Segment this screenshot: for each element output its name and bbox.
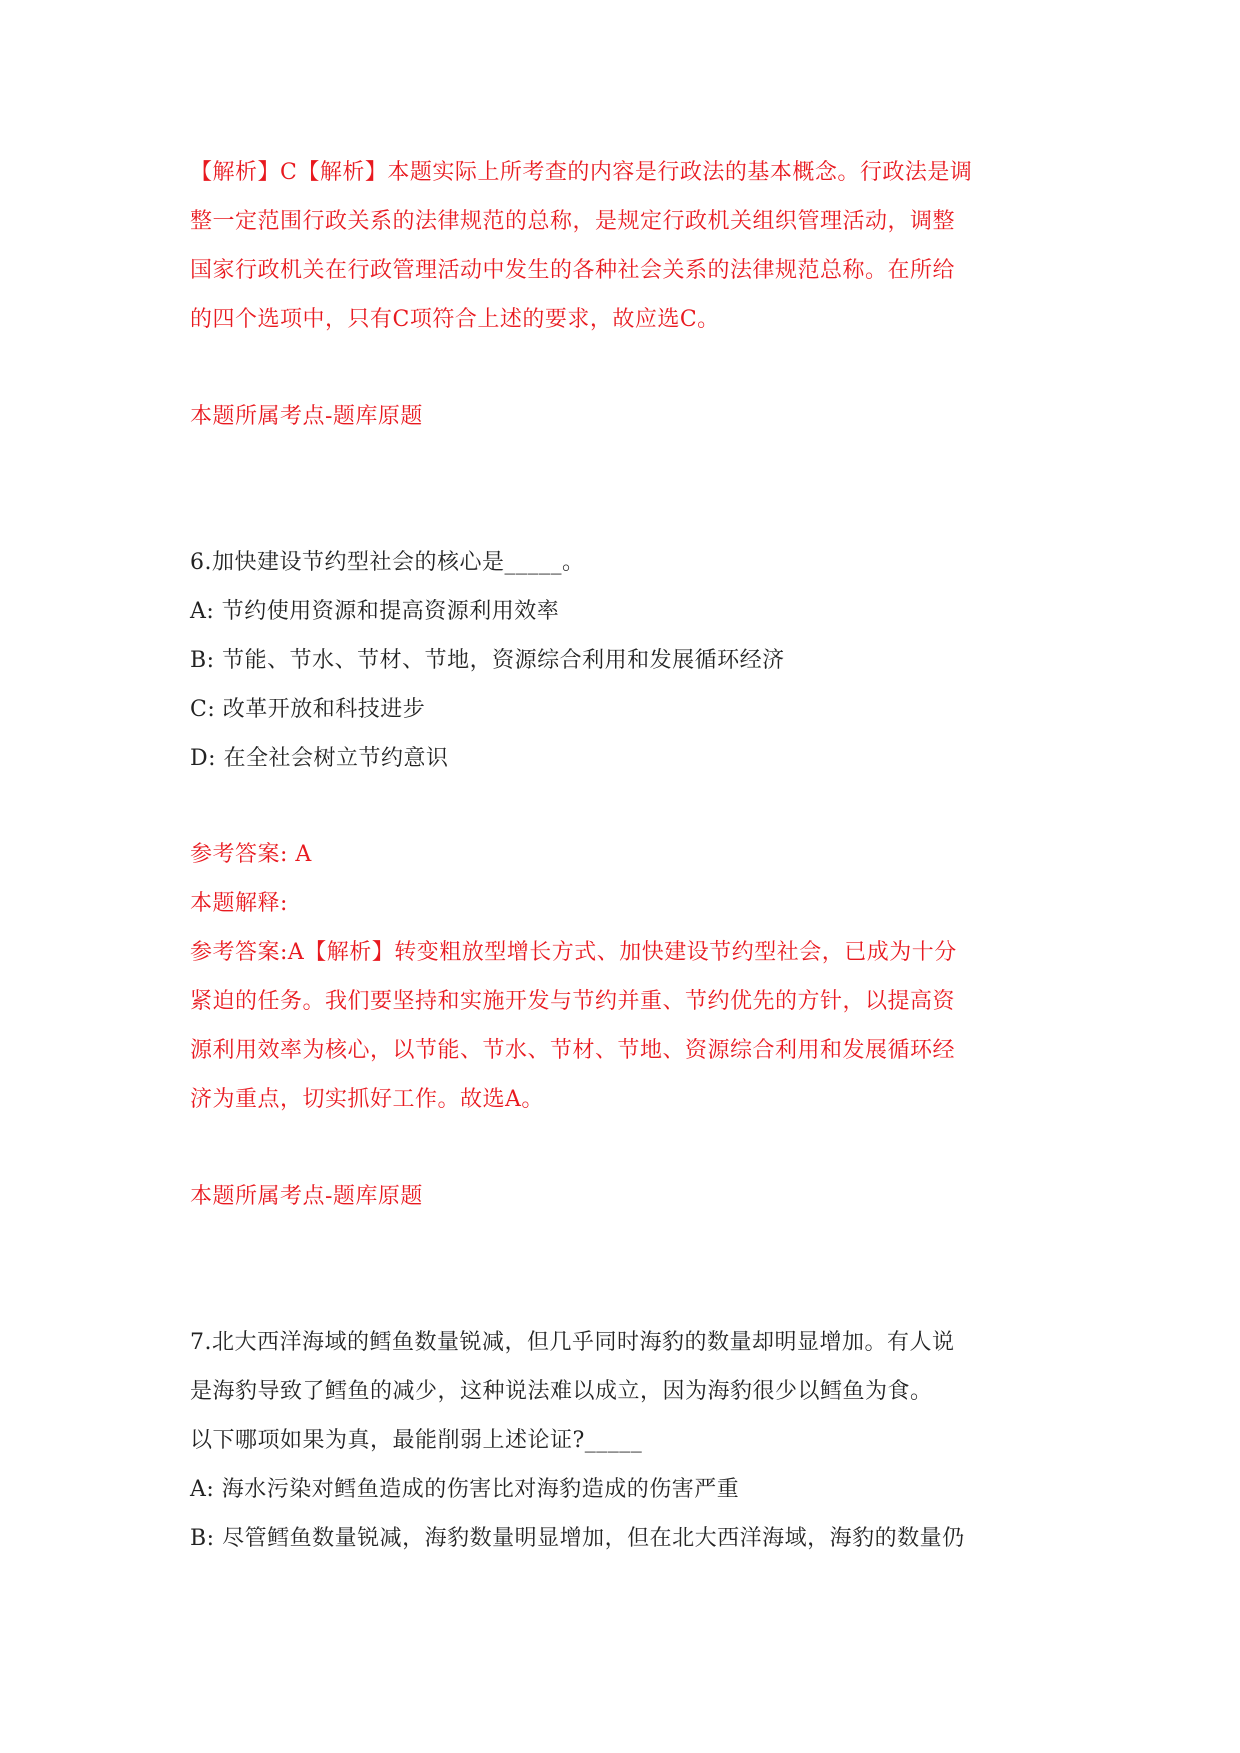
- analysis-line: 整一定范围行政关系的法律规范的总称，是规定行政机关组织管理活动，调整: [190, 209, 956, 234]
- question-6: [190, 538, 1060, 783]
- explanation-line: 源利用效率为核心，以节能、节水、节材、节地、资源综合利用和发展循环经: [190, 1038, 956, 1063]
- prev-analysis: [190, 148, 1060, 344]
- option-a: A: 节约使用资源和提高资源利用效率: [190, 599, 560, 624]
- explanation-line: 济为重点，切实抓好工作。故选A。: [190, 1087, 544, 1112]
- source-tag: 本题所属考点-题库原题: [190, 404, 423, 429]
- option-d: D: 在全社会树立节约意识: [190, 746, 449, 771]
- question-6-answer: [190, 830, 1060, 1124]
- explanation-label: 本题解释:: [190, 891, 288, 916]
- question-stem-line: 7.北大西洋海域的鳕鱼数量锐减，但几乎同时海豹的数量却明显增加。有人说: [190, 1330, 955, 1355]
- analysis-line: 的四个选项中，只有C项符合上述的要求，故应选C。: [190, 307, 720, 332]
- reference-answer: 参考答案: A: [190, 842, 312, 867]
- prev-source-tag-block: [190, 392, 1060, 441]
- question-stem: 6.加快建设节约型社会的核心是_____。: [190, 550, 585, 575]
- source-tag: 本题所属考点-题库原题: [190, 1184, 423, 1209]
- option-b: B: 节能、节水、节材、节地，资源综合利用和发展循环经济: [190, 648, 785, 673]
- option-c: C: 改革开放和科技进步: [190, 697, 426, 722]
- option-a: A: 海水污染对鳕鱼造成的伤害比对海豹造成的伤害严重: [190, 1477, 740, 1502]
- explanation-line: 紧迫的任务。我们要坚持和实施开发与节约并重、节约优先的方针，以提高资: [190, 989, 956, 1014]
- explanation-line: 参考答案:A【解析】转变粗放型增长方式、加快建设节约型社会，已成为十分: [190, 940, 957, 965]
- analysis-line: 【解析】C【解析】本题实际上所考查的内容是行政法的基本概念。行政法是调: [190, 160, 973, 185]
- question-stem-line: 是海豹导致了鳕鱼的减少，这种说法难以成立，因为海豹很少以鳕鱼为食。: [190, 1379, 933, 1404]
- question-stem-line: 以下哪项如果为真，最能削弱上述论证?_____: [190, 1428, 643, 1453]
- q6-source-tag-block: [190, 1172, 1060, 1221]
- option-b: B: 尽管鳕鱼数量锐减，海豹数量明显增加，但在北大西洋海域，海豹的数量仍: [190, 1526, 965, 1551]
- analysis-line: 国家行政机关在行政管理活动中发生的各种社会关系的法律规范总称。在所给: [190, 258, 956, 283]
- question-7: [190, 1318, 1060, 1563]
